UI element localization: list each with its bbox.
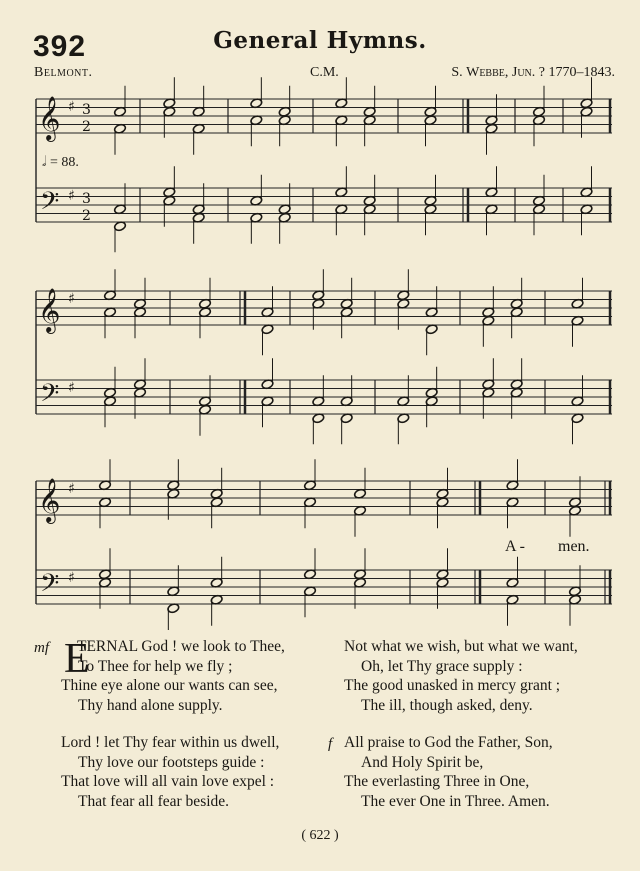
verses-right-column (328, 637, 628, 829)
verse-2 (34, 733, 334, 811)
verse-line: And Holy Spirit be, (361, 753, 484, 771)
key-signature-sharp: ♯ (68, 481, 75, 497)
key-signature-sharp: ♯ (68, 291, 75, 307)
verse-line: Not what we wish, but what we want, (344, 638, 578, 655)
verse-line: The good unasked in mercy grant ; (344, 677, 561, 694)
verse-4 (328, 733, 628, 811)
key-signature-sharp: ♯ (68, 188, 75, 204)
staff-lines (36, 99, 612, 604)
verse-line: To Thee for help we fly ; (78, 657, 233, 675)
verse-3 (328, 637, 628, 715)
bar-lines (36, 99, 610, 604)
drop-cap: E (64, 636, 90, 682)
time-signature-bottom: 2 (82, 119, 91, 135)
verse-line: Thine eye alone our wants can see, (61, 677, 278, 694)
verse-line: Thy love our footsteps guide : (78, 753, 265, 771)
bass-clef: 𝄢 (40, 569, 60, 604)
treble-clef: 𝄞 (38, 288, 61, 332)
verse-line: The ever One in Three. Amen. (361, 792, 550, 810)
key-signature-sharp: ♯ (68, 99, 75, 115)
treble-clef: 𝄞 (38, 478, 61, 522)
bass-clef: 𝄢 (40, 379, 60, 414)
verse-line: The ill, though asked, deny. (361, 696, 533, 714)
verse-line: Lord ! let Thy fear within us dwell, (61, 734, 280, 751)
amen-syllable-men: men. (558, 538, 590, 555)
tune-name: Belmont. (34, 65, 93, 80)
bass-clef: 𝄢 (40, 187, 60, 222)
composer-prefix: S. (451, 65, 463, 80)
section-title: General Hymns. (213, 27, 427, 54)
meter: C.M. (310, 65, 339, 80)
composer-dates: ? 1770–1843. (538, 65, 615, 80)
key-signature-sharp: ♯ (68, 570, 75, 586)
time-signature-top: 3 (82, 191, 91, 207)
clefs (38, 96, 91, 604)
verse-line: That fear all fear beside. (78, 792, 230, 810)
amen-syllable-a: A - (505, 538, 525, 555)
page-number: ( 622 ) (301, 828, 339, 843)
dynamic-mf: mf (34, 640, 49, 656)
composer-name: Webbe, Jun. (466, 65, 536, 80)
time-signature-top: 3 (82, 102, 91, 118)
verse-line: All praise to God the Father, Son, (344, 734, 553, 751)
treble-clef: 𝄞 (38, 96, 61, 140)
key-signature-sharp: ♯ (68, 380, 75, 396)
verse-line: Oh, let Thy grace supply : (361, 657, 523, 675)
verse-1 (34, 637, 334, 715)
dynamic-f: f (328, 736, 333, 752)
time-signature-bottom: 2 (82, 208, 91, 224)
verse-line: TERNAL God ! we look to Thee, (77, 638, 285, 655)
verse-line: That love will all vain love expel : (61, 773, 275, 790)
hymn-number: 392 (33, 30, 87, 63)
tempo-marking: 𝅗𝅥 = 88. (42, 155, 79, 170)
verse-line: The everlasting Three in One, (344, 773, 530, 790)
verses-left-column (34, 637, 334, 829)
verse-line: Thy hand alone supply. (78, 696, 223, 714)
